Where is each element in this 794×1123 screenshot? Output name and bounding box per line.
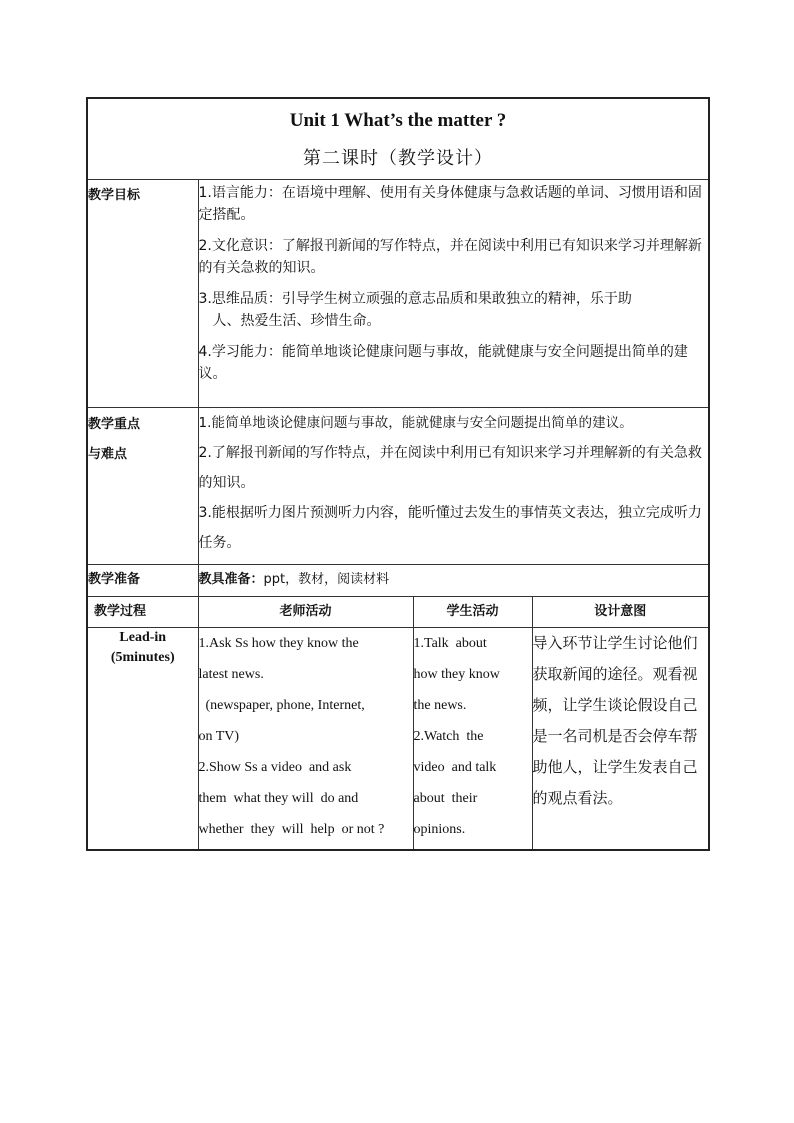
key-points-content <box>198 408 709 565</box>
teacher-activity-line: on TV) <box>198 729 240 744</box>
teacher-activity-line: (newspaper, phone, Internet, <box>198 698 365 713</box>
student-activity-line: opinions. <box>413 822 466 837</box>
objectives-row <box>87 180 709 408</box>
student-activity-line: 2.Watch the <box>413 729 484 744</box>
key-point-item: 1.能简单地谈论健康问题与事故，能就健康与安全问题提出简单的建议。 <box>198 415 633 431</box>
key-points-row <box>87 408 709 565</box>
teacher-activity-line: 1.Ask Ss how they know the <box>198 636 359 651</box>
student-activity-line: about their <box>413 791 478 806</box>
teacher-activity-cell <box>198 628 413 850</box>
header-student-activity: 学生活动 <box>413 597 532 628</box>
objective-item: 人、热爱生活、珍惜生命。 <box>212 313 381 329</box>
preparation-text: ppt，教材，阅读材料 <box>263 572 390 587</box>
student-activity-cell <box>413 628 532 850</box>
document-title: Unit 1 What’s the matter ? <box>289 110 507 131</box>
teacher-activity-line: them what they will do and <box>198 791 359 806</box>
header-process: 教学过程 <box>87 597 198 628</box>
process-header-row <box>87 597 709 628</box>
lesson-plan-table <box>86 97 710 851</box>
objective-item: 3.思维品质：引导学生树立顽强的意志品质和果敢独立的精神，乐于助 <box>198 291 632 307</box>
lead-in-row <box>87 628 709 850</box>
teacher-activity-line: 2.Show Ss a video and ask <box>198 760 352 775</box>
header-design-intent: 设计意图 <box>532 597 709 628</box>
teacher-activity-line: whether they will help or not ? <box>198 822 385 837</box>
objective-item: 2.文化意识：了解报刊新闻的写作特点，并在阅读中利用已有知识来学习并理解新的有关急救的知识。 <box>198 238 702 276</box>
student-activity-line: the news. <box>413 698 467 713</box>
key-points-label-line2: 与难点 <box>88 447 128 462</box>
preparation-content <box>198 565 709 597</box>
student-activity-line: how they know <box>413 667 500 682</box>
title-row <box>87 98 709 180</box>
key-point-item: 3.能根据听力图片预测听力内容，能听懂过去发生的事情英文表达，独立完成听力任务。 <box>198 505 702 551</box>
preparation-prefix: 教具准备： <box>198 572 264 587</box>
key-point-item: 2.了解报刊新闻的写作特点，并在阅读中利用已有知识来学习并理解新的有关急救的知识。 <box>198 445 702 491</box>
objectives-label: 教学目标 <box>87 180 198 408</box>
stage-cell <box>87 628 198 850</box>
stage-name: Lead-in <box>119 630 167 645</box>
design-intent-cell: 导入环节让学生讨论他们获取新闻的途径。观看视频，让学生谈论假设自己是一名司机是否会停车帮助他人，让学生发表自己的观点看法。 <box>532 628 709 850</box>
key-points-label-line1: 教学重点 <box>88 417 141 432</box>
objectives-content <box>198 180 709 408</box>
key-points-label <box>87 408 198 565</box>
student-activity-line: 1.Talk about <box>413 636 487 651</box>
header-teacher-activity: 老师活动 <box>198 597 413 628</box>
document-subtitle: 第二课时（教学设计） <box>303 148 494 169</box>
objective-item: 4.学习能力：能简单地谈论健康问题与事故，能就健康与安全问题提出简单的建议。 <box>198 344 688 382</box>
student-activity-line: video and talk <box>413 760 497 775</box>
stage-duration: (5minutes) <box>110 650 175 665</box>
preparation-label: 教学准备 <box>87 565 198 597</box>
title-cell <box>87 98 709 180</box>
teacher-activity-line: latest news. <box>198 667 264 682</box>
objective-item: 1.语言能力：在语境中理解、使用有关身体健康与急救话题的单词、习惯用语和固定搭配。 <box>198 185 702 223</box>
preparation-row <box>87 565 709 597</box>
